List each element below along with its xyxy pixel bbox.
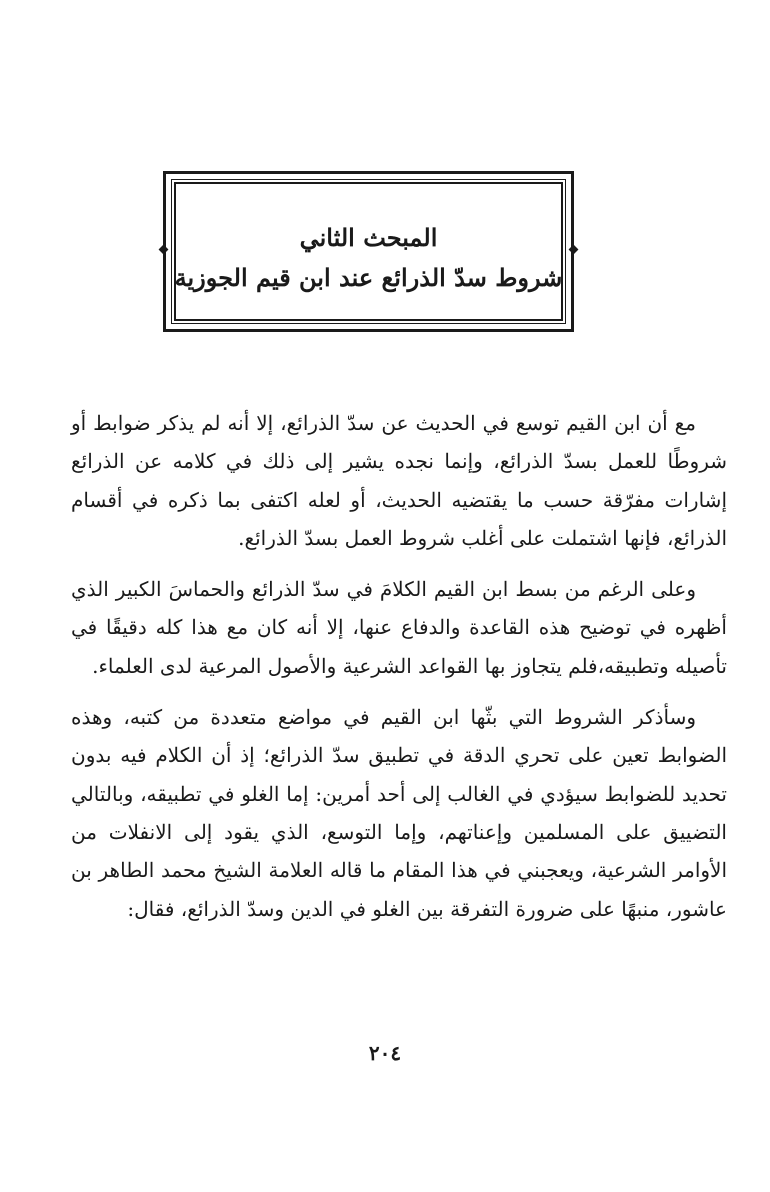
body-text [71, 404, 727, 941]
section-heading: المبحث الثاني [299, 223, 438, 252]
paragraph-3: وسأذكر الشروط التي بثّها ابن القيم في مواضع متعددة من كتبه، وهذه الضوابط تعين على تحري الدقة في تطبيق سدّ الذرائع؛ إذ أن الكلام فيه بدون تحديد للضوابط سيؤدي في الغالب إلى أحد أمرين: إما الغلو في تطبيقه، وبالتالي التضييق على المسلمين وإعناتهم، وإما التوسع، الذي يقود إلى الانفلات من الأوامر الشرعية، ويعجبني في هذا المقام ما قاله العلامة الشيخ محمد الطاهر بن عاشور، منبهًا على ضرورة التفرقة بين الغلو في الدين وسدّ الذرائع، فقال: [71, 705, 727, 921]
chapter-title-frame [163, 171, 574, 332]
paragraph-2: وعلى الرغم من بسط ابن القيم الكلامَ في سدّ الذرائع والحماسَ الكبير الذي أظهره في توضيح هذه القاعدة والدفاع عنها، إلا أنه كان مع هذا كله دقيقًا في تأصيله وتطبيقه،فلم يتجاوز بها القواعد الشرعية والأصول المرعية لدى العلماء. [71, 577, 727, 678]
page-number: ٢٠٤ [368, 1041, 402, 1065]
section-subheading: شروط سدّ الذرائع عند ابن قيم الجوزية [174, 263, 563, 292]
paragraph-1: مع أن ابن القيم توسع في الحديث عن سدّ الذرائع، إلا أنه لم يذكر ضوابط أو شروطًا للعمل بسدّ الذرائع، وإنما نجده يشير إلى ذلك في كلامه عن الذرائع إشارات مفرّقة حسب ما يقتضيه الحديث، أو لعله اكتفى بما ذكره في أقسام الذرائع، فإنها اشتملت على أغلب شروط العمل بسدّ الذرائع. [71, 411, 727, 550]
